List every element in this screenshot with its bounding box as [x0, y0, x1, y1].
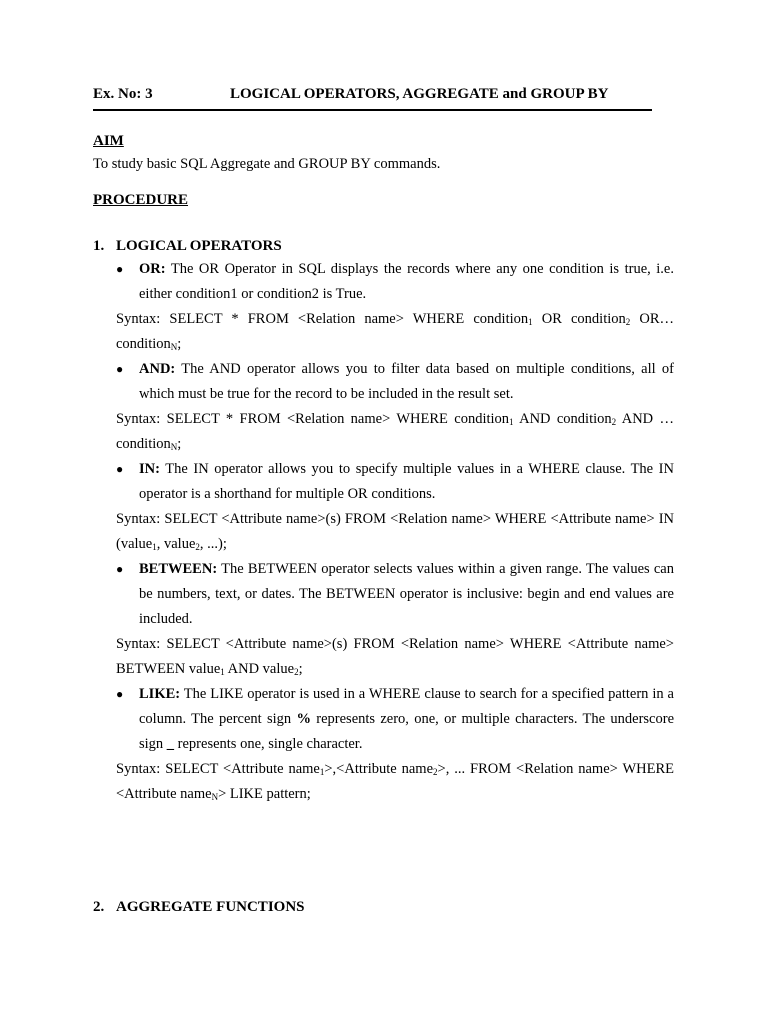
- percent-sign: %: [296, 711, 311, 727]
- bullet-and: [116, 357, 674, 407]
- operator-description: The AND operator allows you to filter data based on multiple conditions, all of which must be true for the record to be included in the result set.: [139, 361, 674, 402]
- procedure-heading: PROCEDURE: [93, 192, 189, 208]
- subscript: 2: [625, 317, 631, 327]
- operator-description: The OR Operator in SQL displays the records where any one condition is true, i.e. either condition1 or condition2 is True.: [139, 261, 674, 302]
- operator-description: The BETWEEN operator selects values within a given range. The values can be numbers, text, or dates. The BETWEEN operator is inclusive: begin and end values are included.: [139, 561, 674, 627]
- syntax-text: ;: [298, 661, 303, 677]
- syntax-text: AND condition: [513, 411, 612, 427]
- subscript: 1: [509, 417, 514, 427]
- section-aggregate-functions: [93, 899, 674, 916]
- subscript: 2: [611, 417, 617, 427]
- bullet-icon: ●: [116, 462, 124, 476]
- document-page: [93, 86, 674, 916]
- aim-heading: AIM: [93, 133, 124, 149]
- subscript: 2: [433, 767, 438, 777]
- bullet-text: [139, 682, 674, 757]
- syntax-in: [116, 507, 674, 557]
- operator-label: LIKE:: [139, 686, 181, 702]
- subscript: 1: [319, 767, 325, 777]
- bullet-text: [139, 457, 674, 507]
- section-title: AGGREGATE FUNCTIONS: [116, 899, 305, 915]
- bullet-icon: ●: [116, 362, 124, 376]
- underscore-sign: _: [166, 736, 175, 752]
- exercise-number: Ex. No: 3: [93, 86, 153, 102]
- section-number: 2.: [93, 899, 105, 915]
- bullet-text: [139, 357, 674, 407]
- operator-label: BETWEEN:: [139, 561, 218, 577]
- bullet-or: [116, 257, 674, 307]
- bullet-between: [116, 557, 674, 632]
- syntax-text: > LIKE pattern;: [218, 786, 311, 802]
- syntax-text: , ...);: [199, 536, 227, 552]
- section-number: 1.: [93, 238, 105, 254]
- bullet-icon: ●: [116, 562, 124, 576]
- operator-label: AND:: [139, 361, 176, 377]
- syntax-text: >,<Attribute name: [324, 761, 434, 777]
- subscript: 1: [152, 542, 157, 552]
- subscript: N: [170, 342, 178, 352]
- bullet-icon: ●: [116, 687, 124, 701]
- bullet-in: [116, 457, 674, 507]
- subscript: 2: [195, 542, 200, 552]
- bullet-text: [139, 557, 674, 632]
- section-logical-operators: [93, 238, 674, 255]
- syntax-text: Syntax: SELECT * FROM <Relation name> WHERE condition: [116, 411, 510, 427]
- syntax-text: AND …condition: [116, 411, 674, 452]
- exercise-header: [93, 86, 652, 111]
- syntax-between: [116, 632, 674, 682]
- subscript: N: [170, 442, 178, 452]
- subscript: 1: [528, 317, 533, 327]
- operator-description: represents zero, one, or multiple characters. The underscore sign: [139, 711, 674, 752]
- subscript: 1: [220, 667, 225, 677]
- operator-description: The IN operator allows you to specify multiple values in a WHERE clause. The IN operator is a shorthand for multiple OR conditions.: [139, 461, 674, 502]
- operator-label: IN:: [139, 461, 160, 477]
- syntax-text: OR condition: [532, 311, 626, 327]
- subscript: 2: [294, 667, 299, 677]
- exercise-title: LOGICAL OPERATORS, AGGREGATE and GROUP BY: [230, 86, 609, 102]
- bullet-text: [139, 257, 674, 307]
- bullet-like: [116, 682, 674, 757]
- syntax-and: [116, 407, 674, 457]
- operator-label: OR:: [139, 261, 166, 277]
- syntax-text: Syntax: SELECT <Attribute name: [116, 761, 320, 777]
- syntax-text: Syntax: SELECT <Attribute name>(s) FROM <Relation name> WHERE <Attribute name> IN (value: [116, 511, 674, 552]
- syntax-text: AND value: [224, 661, 295, 677]
- syntax-text: Syntax: SELECT <Attribute name>(s) FROM <Relation name> WHERE <Attribute name> BETWEEN value: [116, 636, 674, 677]
- syntax-or: [116, 307, 674, 357]
- syntax-text: Syntax: SELECT * FROM <Relation name> WHERE condition: [116, 311, 529, 327]
- syntax-like: [116, 757, 674, 807]
- bullet-icon: ●: [116, 262, 124, 276]
- operator-description: The LIKE operator is used in a WHERE clause to search for a specified pattern in a column. The percent sign: [139, 686, 674, 727]
- operator-description: represents one, single character.: [174, 736, 363, 752]
- syntax-text: >, ... FROM <Relation name> WHERE <Attribute name: [116, 761, 674, 802]
- syntax-text: ;: [177, 436, 182, 452]
- aim-text: To study basic SQL Aggregate and GROUP BY commands.: [93, 156, 441, 172]
- syntax-text: OR… condition: [116, 311, 675, 352]
- syntax-text: , value: [156, 536, 196, 552]
- syntax-text: ;: [177, 336, 182, 352]
- subscript: N: [211, 792, 219, 802]
- section-title: LOGICAL OPERATORS: [116, 238, 282, 254]
